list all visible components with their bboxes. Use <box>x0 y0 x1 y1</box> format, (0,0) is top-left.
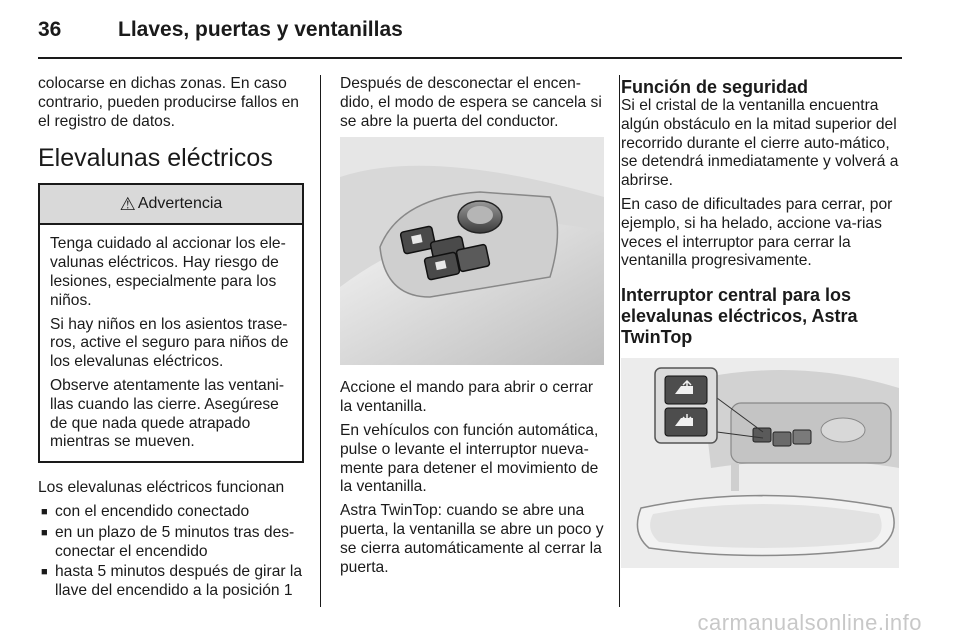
warning-triangle-icon: ⚠ <box>119 193 136 214</box>
warning-paragraph: Tenga cuidado al accionar los ele-valunas eléctricos. Hay riesgo de lesiones, especialmente para los niños. <box>50 235 286 309</box>
column-2 <box>340 75 604 582</box>
paragraph: Si el cristal de la ventanilla encuentra algún obstáculo en la mitad superior del recorrido durante el cierre auto-mático, se detendrá inmediatamente y volverá a abrirse. <box>621 97 899 190</box>
column-divider-2 <box>619 75 620 607</box>
warning-paragraph: Observe atentamente las ventani-llas cuando las cierre. Asegúrese de que nada quede atrapado mientras se mueven. <box>50 376 285 451</box>
paragraph: En caso de dificultades para cerrar, por ejemplo, si ha helado, accione va-rias veces el interruptor para cerrar la ventanilla progresivamente. <box>621 195 893 270</box>
window-switch-illustration <box>340 137 604 365</box>
list-item: ■ en un plazo de 5 minutos tras des-conectar el encendido <box>38 524 304 562</box>
column-1 <box>38 75 304 603</box>
page-header <box>38 18 922 48</box>
header-rule <box>38 57 902 59</box>
list-item: ■ hasta 5 minutos después de girar la llave del encendido a la posición 1 <box>38 563 304 601</box>
list-item: ■ con el encendido conectado <box>38 503 304 522</box>
section-title: Elevalunas eléctricos <box>38 144 273 173</box>
warning-box <box>38 183 304 463</box>
paragraph: Astra TwinTop: cuando se abre una puerta, la ventanilla se abre un poco y se cierra automáticamente al cerrar la puerta. <box>340 502 604 576</box>
paragraph: En vehículos con función automática, pulse o levante el interruptor nueva-mente para detener el movimiento de la ventanilla. <box>340 421 599 496</box>
intro-paragraph: colocarse en dichas zonas. En caso contrario, pueden producirse fallos en el registro de datos. <box>38 75 299 130</box>
warning-title: Advertencia <box>137 194 223 212</box>
central-switch-heading: Interruptor central para los elevalunas eléctricos, Astra TwinTop <box>621 285 858 348</box>
warning-paragraph: Si hay niños en los asientos trase-ros, active el seguro para niños de los elevalunas eléctricos. <box>50 315 289 371</box>
conditions-intro: Los elevalunas eléctricos funcionan <box>38 479 285 497</box>
conditions-list <box>38 503 304 601</box>
safety-heading: Función de seguridad <box>621 77 809 97</box>
page-number: 36 <box>38 18 62 41</box>
column-3 <box>621 75 904 568</box>
page-title: Llaves, puertas y ventanillas <box>118 18 403 41</box>
warning-header <box>40 185 302 225</box>
column-divider-1 <box>320 75 321 607</box>
paragraph: Después de desconectar el encen-dido, el modo de espera se cancela si se abre la puerta del conductor. <box>340 75 602 130</box>
central-switch-illustration <box>621 358 899 568</box>
warning-body <box>40 225 302 461</box>
paragraph: Accione el mando para abrir o cerrar la ventanilla. <box>340 379 594 416</box>
watermark: carmanualsonline.info <box>697 610 922 635</box>
